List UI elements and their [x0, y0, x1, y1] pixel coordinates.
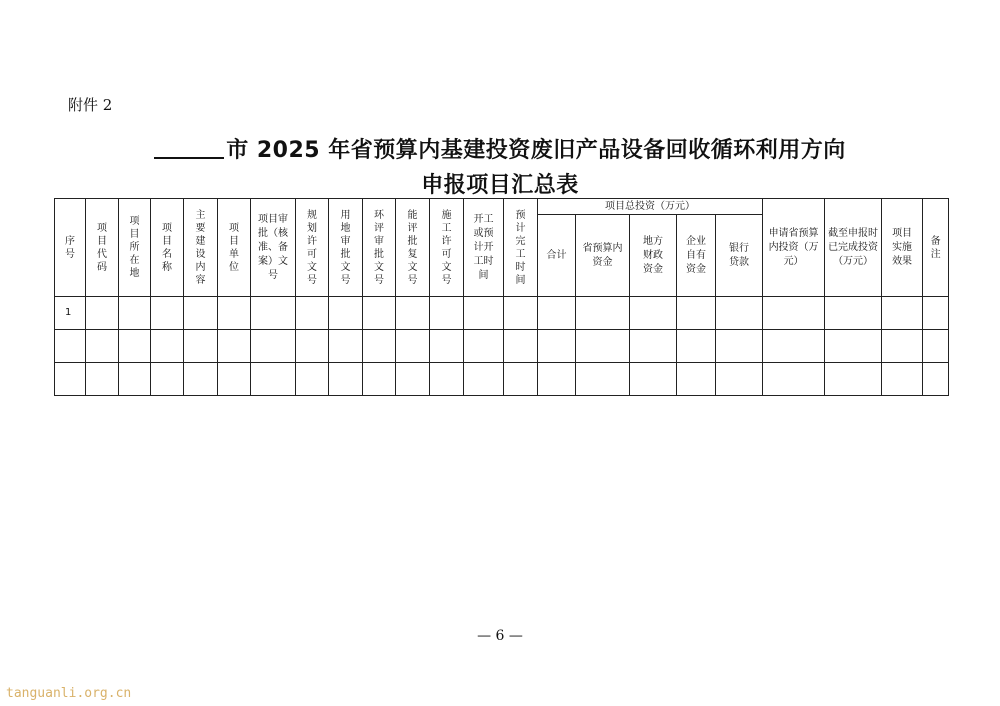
header-effect: 项目实施效果	[882, 199, 923, 297]
table-row	[55, 330, 949, 363]
header-code: 项目代码	[86, 199, 119, 297]
header-planning: 规划许可文号	[296, 199, 329, 297]
city-blank	[154, 139, 224, 159]
header-location: 项目所在地	[119, 199, 151, 297]
summary-table	[54, 198, 949, 396]
header-sub-enterprise: 企业自有资金	[677, 215, 716, 297]
watermark: tanguanli.org.cn	[6, 686, 132, 701]
row-seq	[55, 363, 86, 396]
table-row	[55, 297, 949, 330]
header-finish-time: 预计完工时间	[504, 199, 538, 297]
header-sub-province: 省预算内资金	[576, 215, 630, 297]
header-approval: 项目审批（核准、备案）文号	[251, 199, 296, 297]
title-line-2: 申报项目汇总表	[421, 173, 579, 198]
header-construction: 施工许可文号	[430, 199, 464, 297]
header-energy: 能评批复文号	[396, 199, 430, 297]
header-completed: 截至申报时已完成投资（万元）	[825, 199, 882, 297]
header-unit: 项目单位	[218, 199, 251, 297]
header-total-investment: 项目总投资（万元）	[538, 199, 763, 215]
header-remark: 备注	[923, 199, 949, 297]
header-name: 项目名称	[151, 199, 184, 297]
header-start-time: 开工或预计开工时间	[464, 199, 504, 297]
header-sub-local: 地方财政资金	[630, 215, 677, 297]
header-seq: 序号	[55, 199, 86, 297]
header-content: 主要建设内容	[184, 199, 218, 297]
title-line-1	[0, 133, 1000, 164]
title-line-1-text: 市 2025 年省预算内基建投资废旧产品设备回收循环利用方向	[226, 138, 846, 163]
row-seq: 1	[55, 297, 86, 330]
row-seq	[55, 330, 86, 363]
page-number: — 6 —	[477, 628, 523, 644]
header-sub-total: 合计	[538, 215, 576, 297]
table-row	[55, 363, 949, 396]
header-sub-bank: 银行贷款	[716, 215, 763, 297]
attachment-label: 附件 2	[68, 96, 113, 114]
header-land: 用地审批文号	[329, 199, 363, 297]
header-env: 环评审批文号	[363, 199, 396, 297]
header-apply: 申请省预算内投资（万元）	[763, 199, 825, 297]
